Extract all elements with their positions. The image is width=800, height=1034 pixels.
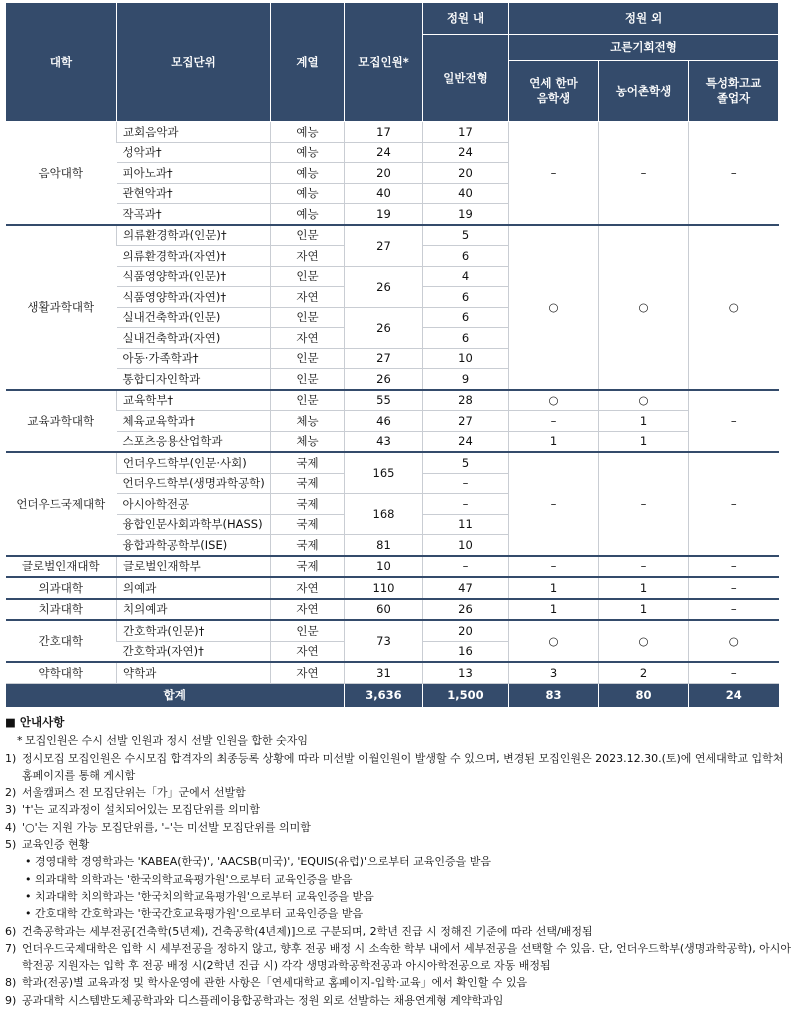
field-cell: 체능: [271, 431, 345, 452]
note-text: '†'는 교직과정이 설치되어있는 모집단위를 의미함: [22, 803, 261, 817]
total-quota: 3,636: [345, 683, 423, 707]
note-text: 건축공학과는 세부전공[건축학(5년제), 건축공학(4년제)]으로 구분되며, 2학년 진급 시 정해진 기준에 따라 선택/배정됨: [22, 924, 593, 938]
field-cell: 국제: [271, 452, 345, 473]
group-label: 약학대학: [6, 662, 117, 683]
rural-cell: 2: [599, 662, 689, 683]
note-5-bullet: • 경영대학 경영학과는 'KABEA(한국)', 'AACSB(미국)', 'EQUIS(유럽)'으로부터 교육인증을 받음: [25, 855, 491, 869]
regular-cell: 11: [423, 514, 509, 535]
note-text: 학과(전공)별 교육과정 및 학사운영에 관한 사항은「연세대학교 홈페이지-입학·교육」에서 확인할 수 있음: [22, 976, 528, 990]
unit-cell: 글로벌인재학부: [117, 556, 271, 578]
table-row: [6, 599, 779, 621]
field-cell: 자연: [271, 246, 345, 267]
yonsei-cell: ○: [509, 620, 599, 662]
quota-cell: 81: [345, 535, 423, 556]
yonsei-cell: 1: [509, 577, 599, 599]
yonsei-cell: –: [509, 556, 599, 578]
field-cell: 자연: [271, 328, 345, 349]
note-8: 8) 학과(전공)별 교육과정 및 학사운영에 관한 사항은「연세대학교 홈페이지-입학·교육」에서 확인할 수 있음: [5, 976, 528, 990]
regular-cell: 27: [423, 411, 509, 432]
unit-cell: 의류환경학과(인문)†: [117, 225, 271, 246]
quota-cell: 10: [345, 556, 423, 578]
field-cell: 국제: [271, 535, 345, 556]
note-text: 간호대학 간호학과는 '한국간호교육평가원'으로부터 교육인증을 받음: [35, 907, 364, 921]
unit-cell: 체육교육학과†: [117, 411, 271, 432]
header-yonsei: 연세 한마음학생: [509, 61, 599, 122]
rural-cell: ○: [599, 620, 689, 662]
header-quota: 모집인원*: [345, 3, 423, 122]
total-row: [6, 683, 779, 707]
field-cell: 인문: [271, 225, 345, 246]
unit-cell: 융합인문사회과학부(HASS): [117, 514, 271, 535]
note-text: 서울캠퍼스 전 모집단위는「가」군에서 선발함: [22, 786, 246, 800]
header-unit: 모집단위: [117, 3, 271, 122]
quota-cell: 40: [345, 183, 423, 204]
unit-cell: 식품영양학과(자연)†: [117, 287, 271, 308]
yonsei-cell: ○: [509, 225, 599, 390]
unit-cell: 아동·가족학과†: [117, 348, 271, 369]
rural-cell: –: [599, 452, 689, 556]
field-cell: 체능: [271, 411, 345, 432]
header-field: 계열: [271, 3, 345, 122]
group-label: 언더우드국제대학: [6, 452, 117, 556]
header-college: 대학: [6, 3, 117, 122]
special-cell: –: [689, 556, 779, 578]
note-5-bullet: • 치과대학 치의학과는 '한국치의학교육평가원'으로부터 교육인증을 받음: [25, 889, 374, 903]
regular-cell: 47: [423, 577, 509, 599]
quota-cell: 46: [345, 411, 423, 432]
special-cell: –: [689, 122, 779, 225]
table-row: [6, 577, 779, 599]
note-3: 3) '†'는 교직과정이 설치되어있는 모집단위를 의미함: [5, 803, 261, 817]
regular-cell: –: [423, 473, 509, 494]
note-text: 정시모집 모집인원은 수시모집 합격자의 최종등록 상황에 따라 미선발 이월인원이 발생할 수 있으며, 변경된 모집인원은 2023.12.30.(토)에 연세대학교 입학처 홈페이지를 통해 게시함: [22, 751, 784, 782]
quota-cell: 60: [345, 599, 423, 621]
notes-section: [5, 714, 795, 1009]
note-9: 9) 공과대학 시스템반도체공학과와 디스플레이융합공학과는 정원 외로 선발하는 채용연계형 계약학과임: [5, 993, 504, 1007]
group-label: 글로벌인재대학: [6, 556, 117, 578]
special-cell: –: [689, 390, 779, 453]
quota-cell: 43: [345, 431, 423, 452]
unit-cell: 식품영양학과(인문)†: [117, 266, 271, 287]
regular-cell: 13: [423, 662, 509, 683]
unit-cell: 교육학부†: [117, 390, 271, 411]
field-cell: 예능: [271, 142, 345, 163]
special-cell: –: [689, 599, 779, 621]
unit-cell: 작곡과†: [117, 204, 271, 225]
unit-cell: 교회음악과: [117, 122, 271, 143]
special-cell: –: [689, 662, 779, 683]
field-cell: 인문: [271, 390, 345, 411]
note-text: 언더우드국제대학은 입학 시 세부전공을 정하지 않고, 향후 전공 배정 시 소속한 학부 내에서 세부전공을 선택할 수 있음. 단, 언더우드학부(생명과학공학), 아시아학전공 지원자는 입학 후 전공 배정 시(2학년 진급 시) 각각 생명과학공학전공과 아시아학전공으로 자동 배정됨: [22, 941, 792, 973]
regular-cell: 10: [423, 535, 509, 556]
unit-cell: 관현악과†: [117, 183, 271, 204]
field-cell: 국제: [271, 494, 345, 515]
rural-cell: 1: [599, 577, 689, 599]
quota-cell: 110: [345, 577, 423, 599]
rural-cell: –: [599, 556, 689, 578]
field-cell: 인문: [271, 369, 345, 390]
group-label: 간호대학: [6, 620, 117, 662]
group-label: 치과대학: [6, 599, 117, 621]
table-row: [6, 122, 779, 143]
unit-cell: 피아노과†: [117, 163, 271, 184]
group-label: 음악대학: [6, 122, 117, 225]
regular-cell: 6: [423, 246, 509, 267]
special-cell: ○: [689, 225, 779, 390]
note-1: 1) 정시모집 모집인원은 수시모집 합격자의 최종등록 상황에 따라 미선발 이월인원이 발생할 수 있으며, 변경된 모집인원은 2023.12.30.(토)에 연세대학교 입학처 홈페이지를 통해 게시함: [5, 751, 784, 782]
admission-quota-table: [5, 2, 779, 707]
regular-cell: 17: [423, 122, 509, 143]
rural-cell: ○: [599, 225, 689, 390]
note-2: 2) 서울캠퍼스 전 모집단위는「가」군에서 선발함: [5, 786, 246, 800]
yonsei-cell: 1: [509, 431, 599, 452]
total-regular: 1,500: [423, 683, 509, 707]
total-yonsei: 83: [509, 683, 599, 707]
field-cell: 자연: [271, 641, 345, 662]
group-label: 의과대학: [6, 577, 117, 599]
rural-cell: 1: [599, 411, 689, 432]
regular-cell: 6: [423, 328, 509, 349]
regular-cell: 24: [423, 431, 509, 452]
field-cell: 인문: [271, 620, 345, 641]
field-cell: 국제: [271, 473, 345, 494]
regular-cell: 28: [423, 390, 509, 411]
header-in-quota: 정원 내: [423, 3, 509, 35]
field-cell: 인문: [271, 307, 345, 328]
table-row: [6, 620, 779, 641]
quota-cell: 168: [345, 494, 423, 535]
total-rural: 80: [599, 683, 689, 707]
header-equal-opportunity: 고른기회전형: [509, 35, 779, 61]
yonsei-cell: –: [509, 122, 599, 225]
yonsei-cell: –: [509, 411, 599, 432]
note-5: 5) 교육인증 현황: [5, 838, 90, 852]
rural-cell: 1: [599, 431, 689, 452]
table-row: [6, 411, 779, 432]
quota-cell: 31: [345, 662, 423, 683]
unit-cell: 언더우드학부(생명과학공학): [117, 473, 271, 494]
note-text: 경영대학 경영학과는 'KABEA(한국)', 'AACSB(미국)', 'EQUIS(유럽)'으로부터 교육인증을 받음: [35, 855, 491, 869]
field-cell: 예능: [271, 122, 345, 143]
yonsei-cell: 3: [509, 662, 599, 683]
field-cell: 예능: [271, 163, 345, 184]
rural-cell: –: [599, 122, 689, 225]
special-cell: ○: [689, 620, 779, 662]
note-4: 4) '○'는 지원 가능 모집단위를, '–'는 미선발 모집단위를 의미함: [5, 820, 311, 834]
field-cell: 예능: [271, 204, 345, 225]
quota-cell: 73: [345, 620, 423, 662]
special-cell: –: [689, 577, 779, 599]
yonsei-cell: –: [509, 452, 599, 556]
unit-cell: 성악과†: [117, 142, 271, 163]
table-row: [6, 556, 779, 578]
quota-cell: 27: [345, 348, 423, 369]
note-text: 공과대학 시스템반도체공학과와 디스플레이융합공학과는 정원 외로 선발하는 채용연계형 계약학과임: [22, 993, 504, 1007]
regular-cell: 26: [423, 599, 509, 621]
unit-cell: 실내건축학과(인문): [117, 307, 271, 328]
regular-cell: 40: [423, 183, 509, 204]
header-special: 특성화고교 졸업자: [689, 61, 779, 122]
header-regular: 일반전형: [423, 35, 509, 122]
regular-cell: 16: [423, 641, 509, 662]
field-cell: 자연: [271, 577, 345, 599]
quota-cell: 26: [345, 266, 423, 307]
unit-cell: 간호학과(자연)†: [117, 641, 271, 662]
note-5-bullet: • 의과대학 의학과는 '한국의학교육평가원'으로부터 교육인증을 받음: [25, 872, 353, 886]
regular-cell: 5: [423, 452, 509, 473]
quota-cell: 26: [345, 307, 423, 348]
table-row: [6, 662, 779, 683]
quota-cell: 26: [345, 369, 423, 390]
field-cell: 국제: [271, 514, 345, 535]
table-row: [6, 225, 779, 246]
quota-cell: 27: [345, 225, 423, 267]
regular-cell: 19: [423, 204, 509, 225]
note-6: 6) 건축공학과는 세부전공[건축학(5년제), 건축공학(4년제)]으로 구분되며, 2학년 진급 시 정해진 기준에 따라 선택/배정됨: [5, 924, 593, 938]
quota-cell: 19: [345, 204, 423, 225]
rural-cell: 1: [599, 599, 689, 621]
regular-cell: 20: [423, 620, 509, 641]
unit-cell: 통합디자인학과: [117, 369, 271, 390]
regular-cell: 5: [423, 225, 509, 246]
quota-cell: 20: [345, 163, 423, 184]
note-text: 교육인증 현황: [22, 838, 90, 852]
group-label: 교육과학대학: [6, 390, 117, 453]
regular-cell: 24: [423, 142, 509, 163]
note-star: * 모집인원은 수시 선발 인원과 정시 선발 인원을 합한 숫자임: [17, 734, 308, 748]
regular-cell: 20: [423, 163, 509, 184]
quota-cell: 165: [345, 452, 423, 494]
note-7: 7) 언더우드국제대학은 입학 시 세부전공을 정하지 않고, 향후 전공 배정 시 소속한 학부 내에서 세부전공을 선택할 수 있음. 단, 언더우드학부(생명과학공학), 아시아학전공 지원자는 입학 후 전공 배정 시(2학년 진급 시) 각각 생명과학공학전공과 아시아학전공으로 자동 배정됨: [5, 941, 792, 973]
total-special: 24: [689, 683, 779, 707]
table-row: [6, 431, 779, 452]
regular-cell: 4: [423, 266, 509, 287]
regular-cell: 6: [423, 307, 509, 328]
field-cell: 예능: [271, 183, 345, 204]
unit-cell: 약학과: [117, 662, 271, 683]
special-cell: –: [689, 452, 779, 556]
field-cell: 자연: [271, 287, 345, 308]
unit-cell: 실내건축학과(자연): [117, 328, 271, 349]
field-cell: 인문: [271, 348, 345, 369]
note-text: 모집인원은 수시 선발 인원과 정시 선발 인원을 합한 숫자임: [25, 734, 308, 748]
unit-cell: 치의예과: [117, 599, 271, 621]
field-cell: 국제: [271, 556, 345, 578]
unit-cell: 스포츠응용산업학과: [117, 431, 271, 452]
notes-title: ■ 안내사항: [5, 715, 65, 729]
regular-cell: –: [423, 494, 509, 515]
regular-cell: –: [423, 556, 509, 578]
rural-cell: ○: [599, 390, 689, 411]
quota-cell: 24: [345, 142, 423, 163]
note-5-bullet: • 간호대학 간호학과는 '한국간호교육평가원'으로부터 교육인증을 받음: [25, 907, 364, 921]
table-row: [6, 452, 779, 473]
regular-cell: 6: [423, 287, 509, 308]
regular-cell: 10: [423, 348, 509, 369]
regular-cell: 9: [423, 369, 509, 390]
note-text: 치과대학 치의학과는 '한국치의학교육평가원'으로부터 교육인증을 받음: [35, 889, 374, 903]
quota-cell: 17: [345, 122, 423, 143]
field-cell: 인문: [271, 266, 345, 287]
unit-cell: 의류환경학과(자연)†: [117, 246, 271, 267]
note-text: 의과대학 의학과는 '한국의학교육평가원'으로부터 교육인증을 받음: [35, 872, 353, 886]
table-row: [6, 390, 779, 411]
yonsei-cell: ○: [509, 390, 599, 411]
unit-cell: 아시아학전공: [117, 494, 271, 515]
field-cell: 자연: [271, 662, 345, 683]
group-label: 생활과학대학: [6, 225, 117, 390]
field-cell: 자연: [271, 599, 345, 621]
unit-cell: 언더우드학부(인문·사회): [117, 452, 271, 473]
total-label: 합계: [6, 683, 345, 707]
yonsei-cell: 1: [509, 599, 599, 621]
header-rural: 농어촌학생: [599, 61, 689, 122]
quota-cell: 55: [345, 390, 423, 411]
note-text: '○'는 지원 가능 모집단위를, '–'는 미선발 모집단위를 의미함: [22, 820, 311, 834]
unit-cell: 간호학과(인문)†: [117, 620, 271, 641]
header-out-quota: 정원 외: [509, 3, 779, 35]
unit-cell: 의예과: [117, 577, 271, 599]
unit-cell: 융합과학공학부(ISE): [117, 535, 271, 556]
